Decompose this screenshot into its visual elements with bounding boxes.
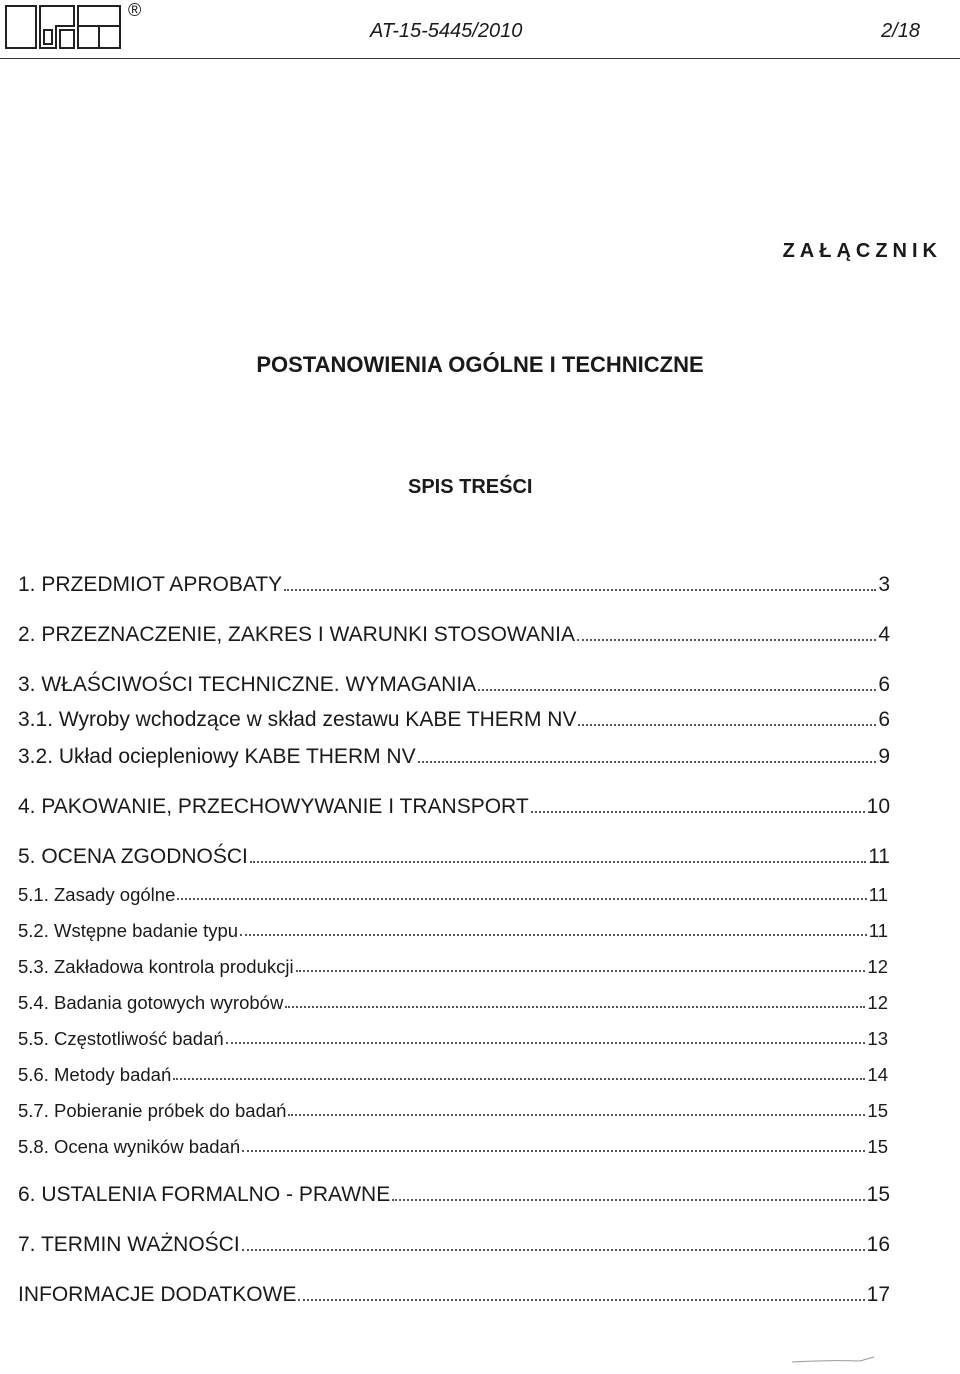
toc-entry xyxy=(18,623,890,647)
toc-entry xyxy=(18,708,890,732)
toc-entry-page: 9 xyxy=(878,745,890,768)
toc-leader xyxy=(240,934,867,936)
toc-entry-label: 3.1. Wyroby wchodzące w skład zestawu KABE THERM NV xyxy=(18,708,577,731)
toc-leader xyxy=(285,1006,865,1008)
toc-entry-page: 11 xyxy=(868,884,888,905)
toc-entry-label: 5.2. Wstępne badanie typu xyxy=(18,920,239,941)
toc-entry xyxy=(18,1100,888,1122)
toc-entry-label: 5.3. Zakładowa kontrola produkcji xyxy=(18,956,294,977)
annex-title: ZAŁĄCZNIK xyxy=(782,240,942,262)
toc-entry xyxy=(18,845,890,869)
toc-entry-page: 12 xyxy=(867,956,888,977)
toc-entry-label: INFORMACJE DODATKOWE xyxy=(18,1283,297,1306)
toc-entry-label: 1. PRZEDMIOT APROBATY xyxy=(18,573,283,596)
toc-entry-page: 15 xyxy=(867,1136,888,1157)
toc-entry-label: 5.8. Ocena wyników badań xyxy=(18,1136,241,1157)
toc-leader xyxy=(177,898,866,900)
toc-entry xyxy=(18,1233,890,1257)
itb-logo-icon xyxy=(4,4,124,50)
toc-leader xyxy=(392,1199,864,1201)
toc-entry-label: 6. USTALENIA FORMALNO - PRAWNE xyxy=(18,1183,391,1206)
toc-entry-label: 5.1. Zasady ogólne xyxy=(18,884,176,905)
toc-leader xyxy=(284,589,876,591)
document-number: AT-15-5445/2010 xyxy=(370,20,523,42)
toc-entry-label: 5.4. Badania gotowych wyrobów xyxy=(18,992,284,1013)
toc-entry-label: 5.5. Częstotliwość badań xyxy=(18,1028,224,1049)
toc-entry-label: 2. PRZEZNACZENIE, ZAKRES I WARUNKI STOSOWANIA xyxy=(18,623,575,646)
toc-title: SPIS TREŚCI xyxy=(408,476,533,498)
toc-entry xyxy=(18,1183,890,1207)
toc-entry-page: 16 xyxy=(866,1233,890,1256)
toc-leader xyxy=(242,1150,865,1152)
toc-entry-page: 14 xyxy=(867,1064,888,1085)
registered-mark: ® xyxy=(128,0,142,20)
toc-entry xyxy=(18,920,888,942)
toc-entry-label: 3. WŁAŚCIWOŚCI TECHNICZNE. WYMAGANIA xyxy=(18,673,477,696)
toc-entry xyxy=(18,992,888,1014)
toc-entry-page: 15 xyxy=(867,1100,888,1121)
toc-entry-label: 4. PAKOWANIE, PRZECHOWYWANIE I TRANSPORT xyxy=(18,795,529,818)
toc-entry-page: 13 xyxy=(867,1028,888,1049)
toc-entry-page: 4 xyxy=(878,623,890,646)
toc-entry xyxy=(18,673,890,697)
toc-leader xyxy=(298,1299,864,1301)
toc-entry-page: 11 xyxy=(868,845,890,868)
toc-entry-page: 17 xyxy=(866,1283,890,1306)
toc-leader xyxy=(173,1078,865,1080)
main-title xyxy=(0,352,960,378)
toc-entry-page: 3 xyxy=(878,573,890,596)
toc-entry xyxy=(18,1136,888,1158)
toc-entry xyxy=(18,745,890,769)
toc-leader xyxy=(418,761,877,763)
page-number: 2/18 xyxy=(881,20,920,42)
toc-entry-label: 5.6. Metody badań xyxy=(18,1064,172,1085)
toc-leader xyxy=(531,811,865,813)
toc-entry xyxy=(18,1028,888,1050)
toc-leader xyxy=(478,689,876,691)
main-title-text: POSTANOWIENIA OGÓLNE I TECHNICZNE xyxy=(256,352,704,377)
toc-leader xyxy=(288,1114,865,1116)
toc-entry-page: 6 xyxy=(878,673,890,696)
toc-entry-label: 5.7. Pobieranie próbek do badań xyxy=(18,1100,287,1121)
toc-entry-page: 12 xyxy=(867,992,888,1013)
toc-leader xyxy=(296,970,866,972)
page-header xyxy=(0,0,960,59)
toc-entry-label: 3.2. Układ ociepleniowy KABE THERM NV xyxy=(18,745,416,768)
toc-leader xyxy=(577,639,876,641)
toc-leader xyxy=(250,861,866,863)
toc-leader xyxy=(578,724,876,726)
toc-entry xyxy=(18,795,890,819)
toc-entry-page: 10 xyxy=(866,795,890,818)
toc-leader xyxy=(242,1249,865,1251)
toc-entry xyxy=(18,956,888,978)
toc-leader xyxy=(226,1042,866,1044)
toc-entry-page: 11 xyxy=(868,920,888,941)
pen-mark-icon xyxy=(790,1356,880,1364)
toc-entry-page: 6 xyxy=(878,708,890,731)
toc-entry xyxy=(18,884,888,906)
toc-entry xyxy=(18,573,890,597)
toc-entry-label: 5. OCENA ZGODNOŚCI xyxy=(18,845,248,868)
toc-entry xyxy=(18,1283,890,1307)
toc-entry xyxy=(18,1064,888,1086)
toc-entry-page: 15 xyxy=(866,1183,890,1206)
toc-entry-label: 7. TERMIN WAŻNOŚCI xyxy=(18,1233,240,1256)
